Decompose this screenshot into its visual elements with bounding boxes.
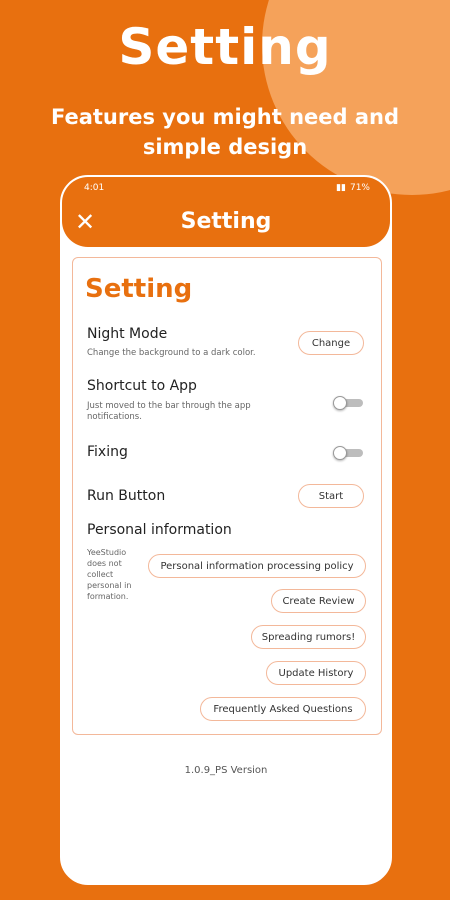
settings-card — [72, 257, 382, 735]
faq-button[interactable]: Frequently Asked Questions — [200, 697, 366, 721]
night-mode-description: Change the background to a dark color. — [87, 348, 256, 358]
night-mode-label: Night Mode — [87, 326, 168, 342]
update-history-button[interactable]: Update History — [266, 661, 366, 685]
start-button[interactable]: Start — [298, 484, 364, 508]
night-mode-change-button[interactable]: Change — [298, 331, 364, 355]
run-button-label: Run Button — [87, 488, 166, 504]
version-label: 1.0.9_PS Version — [184, 765, 268, 776]
app-title: Setting — [180, 209, 272, 234]
personal-info-description: YeeStudio does not collect personal in formation. — [87, 548, 132, 601]
fixing-toggle[interactable] — [333, 446, 363, 460]
close-icon[interactable]: ✕ — [74, 208, 96, 236]
shortcut-description: Just moved to the bar through the app notifications. — [87, 401, 251, 422]
hero-subtitle: Features you might need and simple design — [50, 105, 400, 159]
create-review-button[interactable]: Create Review — [271, 589, 366, 613]
spreading-rumors-button[interactable]: Spreading rumors! — [251, 625, 366, 649]
hero-title: Setting — [118, 18, 332, 76]
phone-frame — [60, 175, 392, 885]
app-header — [62, 177, 390, 247]
card-title: Setting — [85, 274, 193, 304]
fixing-label: Fixing — [87, 444, 128, 460]
status-bar — [84, 183, 370, 197]
privacy-policy-button[interactable]: Personal information processing policy — [148, 554, 366, 578]
personal-info-label: Personal information — [87, 522, 232, 538]
status-time: 4:01 — [84, 183, 105, 193]
signal-icon: ▮▮ — [336, 183, 346, 193]
shortcut-label: Shortcut to App — [87, 378, 197, 394]
battery-level: 71% — [349, 183, 370, 193]
shortcut-toggle[interactable] — [333, 396, 363, 410]
